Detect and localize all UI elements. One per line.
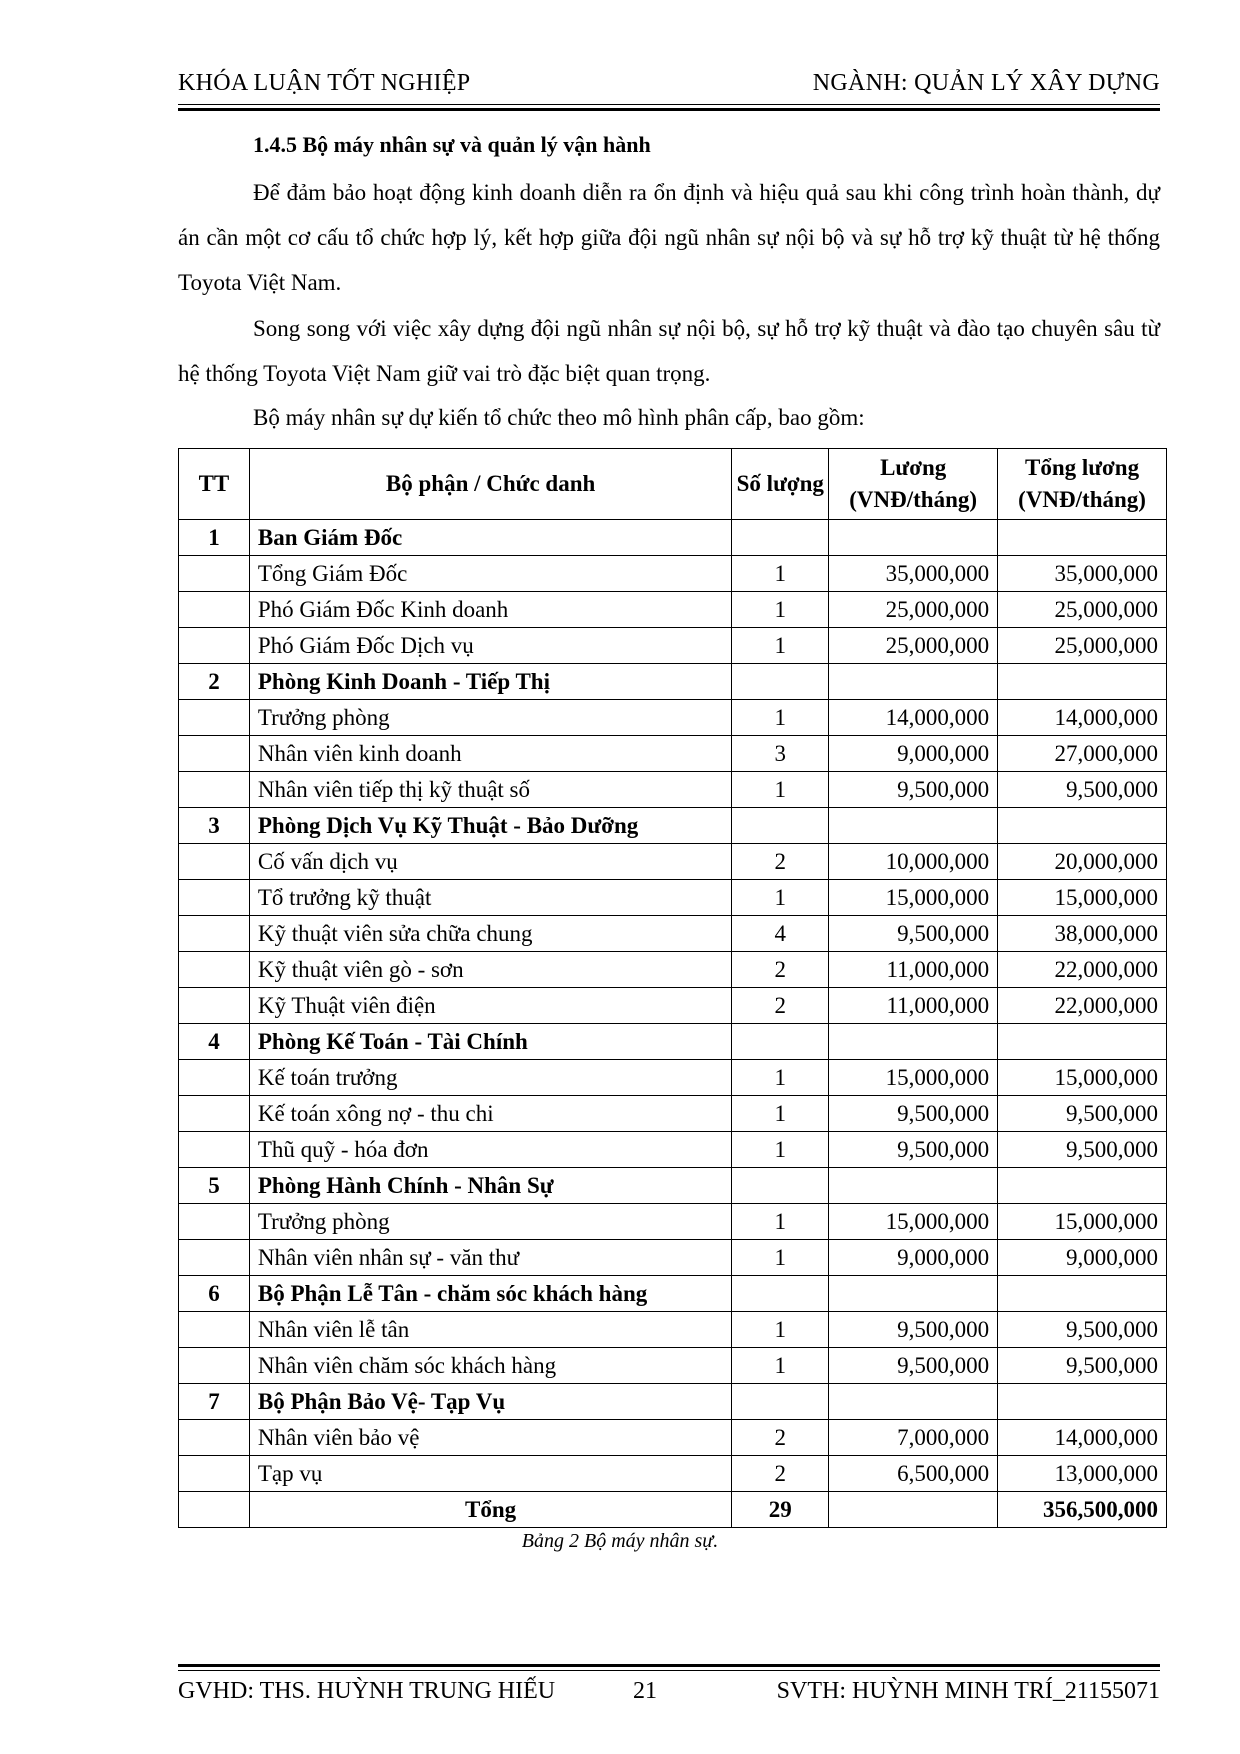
total-label: Tổng [249,1492,731,1528]
position-qty: 1 [732,1240,829,1276]
position-total: 9,500,000 [998,1096,1167,1132]
group-qty-empty [732,520,829,556]
table-row [179,1240,1167,1276]
group-salary-empty [829,520,998,556]
group-name: Bộ Phận Lễ Tân - chăm sóc khách hàng [249,1276,731,1312]
position-salary: 15,000,000 [829,1204,998,1240]
row-tt-empty [179,916,250,952]
position-qty: 2 [732,1456,829,1492]
row-tt-empty [179,1240,250,1276]
position-name: Kỹ Thuật viên điện [249,988,731,1024]
position-salary: 14,000,000 [829,700,998,736]
position-name: Kế toán trưởng [249,1060,731,1096]
table-header-row [179,449,1167,520]
table-body [179,520,1167,1528]
header-rule-thick [178,108,1160,111]
position-qty: 2 [732,952,829,988]
position-total: 9,500,000 [998,1348,1167,1384]
position-qty: 1 [732,1204,829,1240]
table-total-row [179,1492,1167,1528]
header-right-text: NGÀNH: QUẢN LÝ XÂY DỰNG [812,70,1160,96]
row-tt-empty [179,736,250,772]
position-salary: 9,000,000 [829,1240,998,1276]
group-number: 4 [179,1024,250,1060]
table-row [179,1096,1167,1132]
row-tt-empty [179,844,250,880]
table-group-row [179,664,1167,700]
position-total: 25,000,000 [998,592,1167,628]
position-qty: 1 [732,556,829,592]
position-name: Thũ quỹ - hóa đơn [249,1132,731,1168]
header-name: Bộ phận / Chức danh [249,449,731,520]
total-salary-empty [829,1492,998,1528]
group-number: 7 [179,1384,250,1420]
row-tt-empty [179,628,250,664]
page-footer [178,1664,1160,1704]
group-salary-empty [829,1168,998,1204]
table-row [179,1312,1167,1348]
header-qty: Số lượng [732,449,829,520]
group-name: Phòng Dịch Vụ Kỹ Thuật - Bảo Dưỡng [249,808,731,844]
paragraph-2-text: Song song với việc xây dựng đội ngũ nhân sự nội bộ, sự hỗ trợ kỹ thuật và đào tạo chuyên sâu từ hệ thống Toyota Việt Nam giữ vai trò đặc biệt quan trọng. [178,316,1160,386]
table-row [179,1420,1167,1456]
position-qty: 1 [732,700,829,736]
table-group-row [179,520,1167,556]
row-tt-empty [179,1348,250,1384]
header-left-text: KHÓA LUẬN TỐT NGHIỆP [178,70,471,96]
position-name: Nhân viên lễ tân [249,1312,731,1348]
position-salary: 9,500,000 [829,1132,998,1168]
group-qty-empty [732,808,829,844]
position-salary: 11,000,000 [829,988,998,1024]
position-name: Phó Giám Đốc Kinh doanh [249,592,731,628]
position-total: 22,000,000 [998,988,1167,1024]
table-row [179,1204,1167,1240]
table-row [179,592,1167,628]
row-tt-empty [179,988,250,1024]
table-row [179,700,1167,736]
position-salary: 25,000,000 [829,628,998,664]
row-tt-empty [179,1132,250,1168]
position-total: 14,000,000 [998,1420,1167,1456]
position-qty: 1 [732,880,829,916]
group-qty-empty [732,1384,829,1420]
position-name: Nhân viên bảo vệ [249,1420,731,1456]
table-group-row [179,1384,1167,1420]
table-group-row [179,1168,1167,1204]
position-salary: 10,000,000 [829,844,998,880]
group-total-empty [998,1276,1167,1312]
table-group-row [179,808,1167,844]
group-number: 5 [179,1168,250,1204]
group-salary-empty [829,808,998,844]
position-salary: 35,000,000 [829,556,998,592]
row-tt-empty [179,1096,250,1132]
row-tt-empty [179,1456,250,1492]
header-rule-thin [178,104,1160,105]
position-qty: 1 [732,1096,829,1132]
position-total: 27,000,000 [998,736,1167,772]
table-row [179,844,1167,880]
group-qty-empty [732,1276,829,1312]
table-row [179,1456,1167,1492]
table-row [179,628,1167,664]
group-number: 1 [179,520,250,556]
table-caption: Bảng 2 Bộ máy nhân sự. [521,1530,719,1552]
group-total-empty [998,664,1167,700]
table-row [179,556,1167,592]
row-tt-empty [179,556,250,592]
position-total: 22,000,000 [998,952,1167,988]
footer-advisor: GVHD: THS. HUỲNH TRUNG HIẾU [178,1678,556,1704]
total-qty: 29 [732,1492,829,1528]
header-salary: Lương (VNĐ/tháng) [829,449,998,520]
position-salary: 9,500,000 [829,1096,998,1132]
group-qty-empty [732,664,829,700]
row-tt-empty [179,1060,250,1096]
row-tt-empty [179,1312,250,1348]
position-name: Tạp vụ [249,1456,731,1492]
group-number: 6 [179,1276,250,1312]
group-name: Ban Giám Đốc [249,520,731,556]
position-qty: 1 [732,772,829,808]
position-total: 35,000,000 [998,556,1167,592]
position-salary: 9,000,000 [829,736,998,772]
footer-student: SVTH: HUỲNH MINH TRÍ_21155071 [776,1678,1160,1704]
position-qty: 2 [732,1420,829,1456]
position-name: Nhân viên chăm sóc khách hàng [249,1348,731,1384]
header-total: Tổng lương (VNĐ/tháng) [998,449,1167,520]
row-tt-empty [179,592,250,628]
group-total-empty [998,1024,1167,1060]
position-salary: 15,000,000 [829,880,998,916]
header-tt: TT [179,449,250,520]
table-row [179,916,1167,952]
position-total: 13,000,000 [998,1456,1167,1492]
paragraph-3 [178,395,1160,440]
position-name: Kỹ thuật viên sửa chữa chung [249,916,731,952]
paragraph-1 [178,170,1160,305]
section-title: 1.4.5 Bộ máy nhân sự và quản lý vận hành [253,132,651,157]
position-name: Trưởng phòng [249,1204,731,1240]
paragraph-1-text: Để đảm bảo hoạt động kinh doanh diễn ra ổn định và hiệu quả sau khi công trình hoàn thành, dự án cần một cơ cấu tổ chức hợp lý, kết hợp giữa đội ngũ nhân sự nội bộ và sự hỗ trợ kỹ thuật từ hệ thống Toyota Việt Nam. [178,180,1160,295]
group-salary-empty [829,1024,998,1060]
table-row [179,988,1167,1024]
row-tt-empty [179,1420,250,1456]
position-total: 15,000,000 [998,1204,1167,1240]
group-name: Phòng Hành Chính - Nhân Sự [249,1168,731,1204]
position-salary: 9,500,000 [829,1312,998,1348]
position-qty: 1 [732,592,829,628]
group-total-empty [998,520,1167,556]
group-salary-empty [829,1384,998,1420]
position-name: Trưởng phòng [249,700,731,736]
position-name: Phó Giám Đốc Dịch vụ [249,628,731,664]
position-name: Nhân viên tiếp thị kỹ thuật số [249,772,731,808]
position-total: 15,000,000 [998,880,1167,916]
group-total-empty [998,1168,1167,1204]
table-row [179,1060,1167,1096]
footer-rule-thick [178,1664,1160,1667]
position-name: Nhân viên kinh doanh [249,736,731,772]
position-qty: 4 [732,916,829,952]
row-tt-empty [179,700,250,736]
position-salary: 25,000,000 [829,592,998,628]
position-total: 9,500,000 [998,1312,1167,1348]
position-salary: 6,500,000 [829,1456,998,1492]
table-row [179,952,1167,988]
position-total: 25,000,000 [998,628,1167,664]
table-row [179,1348,1167,1384]
position-name: Kế toán xông nợ - thu chi [249,1096,731,1132]
paragraph-2 [178,306,1160,396]
staff-table [178,448,1167,1528]
table-row [179,736,1167,772]
row-tt-empty [179,1204,250,1240]
group-qty-empty [732,1024,829,1060]
position-total: 15,000,000 [998,1060,1167,1096]
paragraph-3-text: Bộ máy nhân sự dự kiến tổ chức theo mô hình phân cấp, bao gồm: [253,405,865,430]
row-tt-empty [179,952,250,988]
position-qty: 1 [732,1348,829,1384]
position-qty: 1 [732,1132,829,1168]
position-total: 9,500,000 [998,1132,1167,1168]
group-qty-empty [732,1168,829,1204]
page-number: 21 [633,1678,657,1704]
position-salary: 9,500,000 [829,772,998,808]
page-header [178,70,1160,108]
position-qty: 2 [732,988,829,1024]
position-salary: 9,500,000 [829,1348,998,1384]
position-qty: 1 [732,1312,829,1348]
position-salary: 15,000,000 [829,1060,998,1096]
group-number: 3 [179,808,250,844]
table-group-row [179,1024,1167,1060]
position-qty: 2 [732,844,829,880]
position-total: 38,000,000 [998,916,1167,952]
table-group-row [179,1276,1167,1312]
position-total: 14,000,000 [998,700,1167,736]
footer-rule-thin [178,1670,1160,1671]
position-salary: 11,000,000 [829,952,998,988]
position-name: Nhân viên nhân sự - văn thư [249,1240,731,1276]
position-name: Kỹ thuật viên gò - sơn [249,952,731,988]
group-salary-empty [829,664,998,700]
position-salary: 7,000,000 [829,1420,998,1456]
table-row [179,1132,1167,1168]
group-name: Phòng Kinh Doanh - Tiếp Thị [249,664,731,700]
position-name: Cố vấn dịch vụ [249,844,731,880]
group-name: Bộ Phận Bảo Vệ- Tạp Vụ [249,1384,731,1420]
row-tt-empty [179,880,250,916]
group-salary-empty [829,1276,998,1312]
position-qty: 1 [732,1060,829,1096]
position-name: Tổng Giám Đốc [249,556,731,592]
group-name: Phòng Kế Toán - Tài Chính [249,1024,731,1060]
group-number: 2 [179,664,250,700]
position-total: 9,000,000 [998,1240,1167,1276]
group-total-empty [998,808,1167,844]
position-total: 20,000,000 [998,844,1167,880]
table-row [179,772,1167,808]
group-total-empty [998,1384,1167,1420]
total-tt-empty [179,1492,250,1528]
position-name: Tổ trưởng kỹ thuật [249,880,731,916]
position-salary: 9,500,000 [829,916,998,952]
position-total: 9,500,000 [998,772,1167,808]
position-qty: 1 [732,628,829,664]
total-amount: 356,500,000 [998,1492,1167,1528]
table-row [179,880,1167,916]
row-tt-empty [179,772,250,808]
position-qty: 3 [732,736,829,772]
